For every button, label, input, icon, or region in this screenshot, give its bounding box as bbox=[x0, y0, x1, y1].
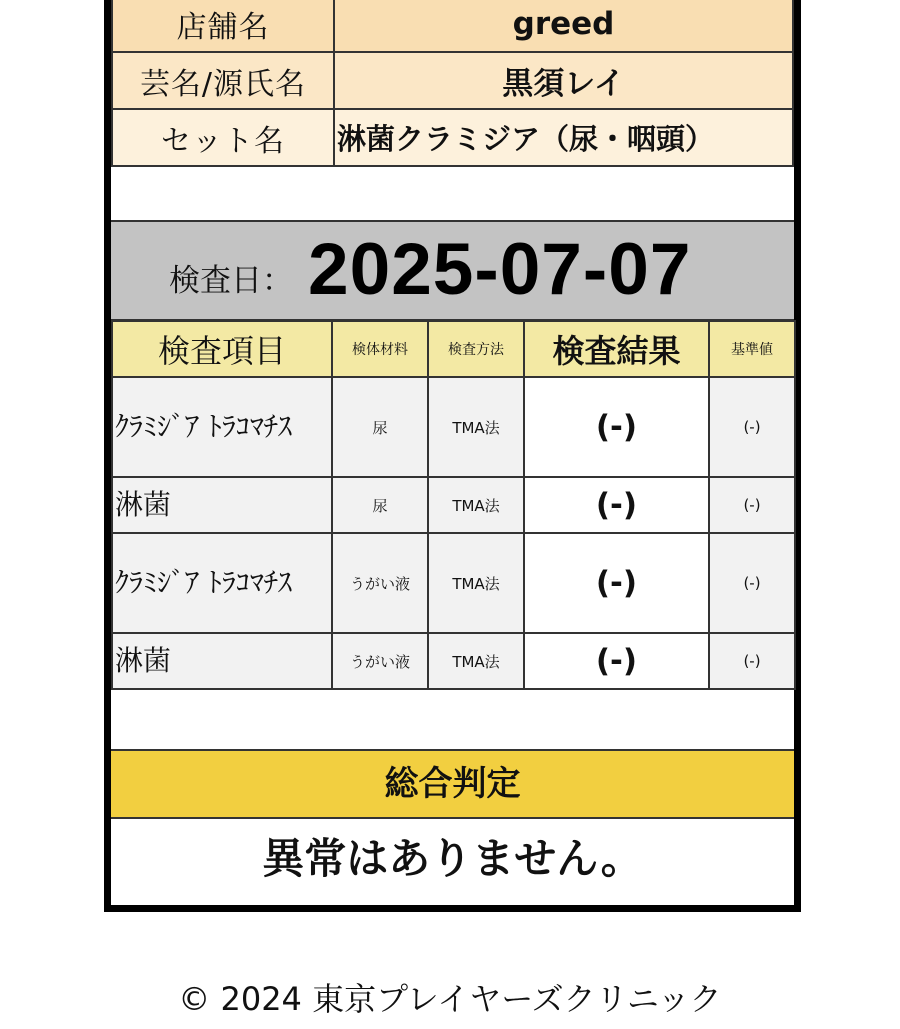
header-specimen: 検体材料 bbox=[332, 321, 428, 377]
results-table bbox=[111, 320, 796, 690]
result-cell: (-) bbox=[524, 377, 709, 477]
header-reference: 基準値 bbox=[709, 321, 795, 377]
set-row bbox=[112, 109, 793, 166]
header-method: 検査方法 bbox=[428, 321, 524, 377]
specimen-cell: 尿 bbox=[332, 477, 428, 533]
name-value: 黒須レイ bbox=[334, 52, 793, 109]
store-value: greed bbox=[334, 0, 793, 52]
reference-cell: (-) bbox=[709, 533, 795, 633]
blank-spacer-row bbox=[111, 695, 794, 751]
method-cell: TMA法 bbox=[428, 477, 524, 533]
test-item-cell: ｸﾗﾐｼﾞｱ ﾄﾗｺﾏﾁｽ bbox=[112, 533, 332, 633]
results-header-row bbox=[112, 321, 795, 377]
set-value: 淋菌クラミジア（尿・咽頭） bbox=[334, 109, 793, 166]
test-result-card bbox=[104, 0, 801, 912]
method-cell: TMA法 bbox=[428, 633, 524, 689]
reference-cell: (-) bbox=[709, 477, 795, 533]
header-test-item: 検査項目 bbox=[112, 321, 332, 377]
test-item-cell: ｸﾗﾐｼﾞｱ ﾄﾗｺﾏﾁｽ bbox=[112, 377, 332, 477]
table-row bbox=[112, 633, 795, 689]
test-item-cell: 淋菌 bbox=[112, 477, 332, 533]
test-date-value: 2025-07-07 bbox=[308, 229, 692, 310]
table-row bbox=[112, 377, 795, 477]
info-table bbox=[111, 0, 794, 167]
result-cell: (-) bbox=[524, 533, 709, 633]
overall-verdict-title: 総合判定 bbox=[111, 751, 794, 819]
result-cell: (-) bbox=[524, 477, 709, 533]
copyright-footer: © 2024 東京プレイヤーズクリニック bbox=[178, 980, 722, 1018]
method-cell: TMA法 bbox=[428, 377, 524, 477]
method-cell: TMA法 bbox=[428, 533, 524, 633]
test-date-label: 検査日： bbox=[169, 263, 293, 299]
table-row bbox=[112, 477, 795, 533]
specimen-cell: うがい液 bbox=[332, 633, 428, 689]
result-cell: (-) bbox=[524, 633, 709, 689]
test-date-band bbox=[111, 222, 794, 321]
specimen-cell: うがい液 bbox=[332, 533, 428, 633]
store-row bbox=[112, 0, 793, 52]
header-result: 検査結果 bbox=[524, 321, 709, 377]
name-label: 芸名/源氏名 bbox=[112, 52, 334, 109]
reference-cell: (-) bbox=[709, 633, 795, 689]
table-row bbox=[112, 533, 795, 633]
test-item-cell: 淋菌 bbox=[112, 633, 332, 689]
specimen-cell: 尿 bbox=[332, 377, 428, 477]
store-label: 店舗名 bbox=[112, 0, 334, 52]
blank-spacer-row bbox=[111, 167, 794, 222]
overall-verdict-text: 異常はありません。 bbox=[111, 819, 794, 905]
reference-cell: (-) bbox=[709, 377, 795, 477]
set-label: セット名 bbox=[112, 109, 334, 166]
name-row bbox=[112, 52, 793, 109]
